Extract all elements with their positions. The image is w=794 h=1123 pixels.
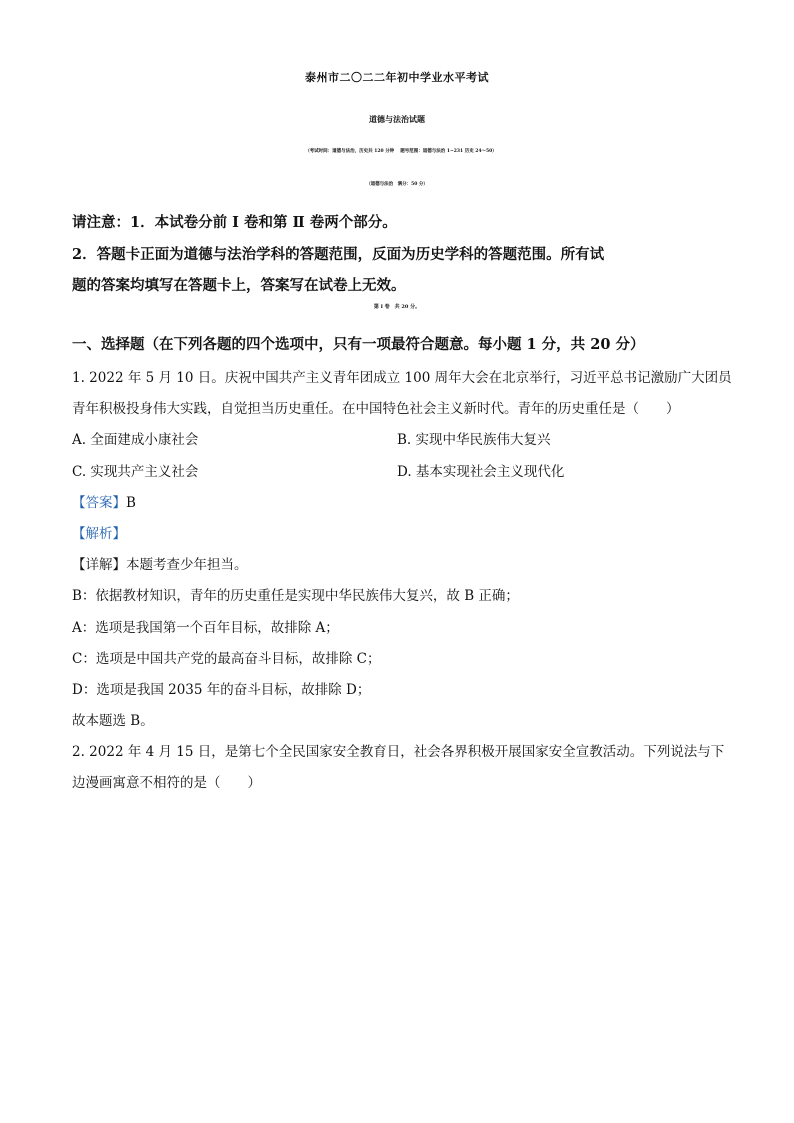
notice-line-3: 题的答案均填写在答题卡上，答案写在试卷上无效。 xyxy=(72,277,406,294)
detail-tag: 【详解】 xyxy=(72,557,126,573)
analysis-tag: 【解析】 xyxy=(72,526,126,542)
notice-line-2: 2．答题卡正面为道德与法治学科的答题范围，反面为历史学科的答题范围。所有试 xyxy=(72,246,605,263)
answer-tag: 【答案】 xyxy=(72,495,126,511)
answer-value: B xyxy=(126,495,136,511)
exam-subtitle: 道德与法治试题 xyxy=(369,114,425,124)
q1-explain-b: B：依据教材知识，青年的历史重任是实现中华民族伟大复兴，故 B 正确； xyxy=(72,588,519,604)
q2-stem-line-2: 边漫画寓意不相符的是（ ） xyxy=(72,775,261,791)
q1-option-c: C. 实现共产主义社会 xyxy=(72,464,199,480)
section-title: 一、选择题（在下列各题的四个选项中，只有一项最符合题意。每小题 1 分，共 20 分） xyxy=(72,336,645,353)
notice-line-1: 请注意：1．本试卷分前 Ⅰ 卷和第 Ⅱ 卷两个部分。 xyxy=(72,214,397,231)
q1-option-d: D. 基本实现社会主义现代化 xyxy=(397,464,565,480)
exam-info-time: （考试时间：道德与法治，历史共 120 分钟 题号范围：道德与法治 1~231 历史 24～50） xyxy=(305,149,497,154)
detail-text: 本题考查少年担当。 xyxy=(126,557,248,573)
exam-title: 泰州市二〇二二年初中学业水平考试 xyxy=(305,71,489,84)
q1-stem-line-1: 1. 2022 年 5 月 10 日。庆祝中国共产主义青年团成立 100 周年大会在北京举行，习近平总书记激励广大团员 xyxy=(72,370,732,386)
volume-title: 第 Ⅰ 卷 共 20 分。 xyxy=(373,304,421,310)
q1-option-b: B. 实现中华民族伟大复兴 xyxy=(397,432,551,448)
q1-stem-line-2: 青年积极投身伟大实践，自觉担当历史重任。在中国特色社会主义新时代。青年的历史重任是（ ） xyxy=(72,401,680,417)
q1-explain-a: A：选项是我国第一个百年目标，故排除 A； xyxy=(72,620,339,636)
exam-info-score: （道德与法治 满分：50 分） xyxy=(366,182,428,187)
q1-answer xyxy=(72,497,136,511)
q1-option-a: A. 全面建成小康社会 xyxy=(72,432,199,448)
q1-detail xyxy=(72,559,248,573)
q1-explain-d: D：选项是我国 2035 年的奋斗目标，故排除 D； xyxy=(72,682,371,698)
q1-explain-c: C：选项是中国共产党的最高奋斗目标，故排除 C； xyxy=(72,651,381,667)
q1-conclusion: 故本题选 B。 xyxy=(72,713,154,729)
q2-stem-line-1: 2. 2022 年 4 月 15 日，是第七个全民国家安全教育日，社会各界积极开展国家安全宣教活动。下列说法与下 xyxy=(72,744,725,760)
